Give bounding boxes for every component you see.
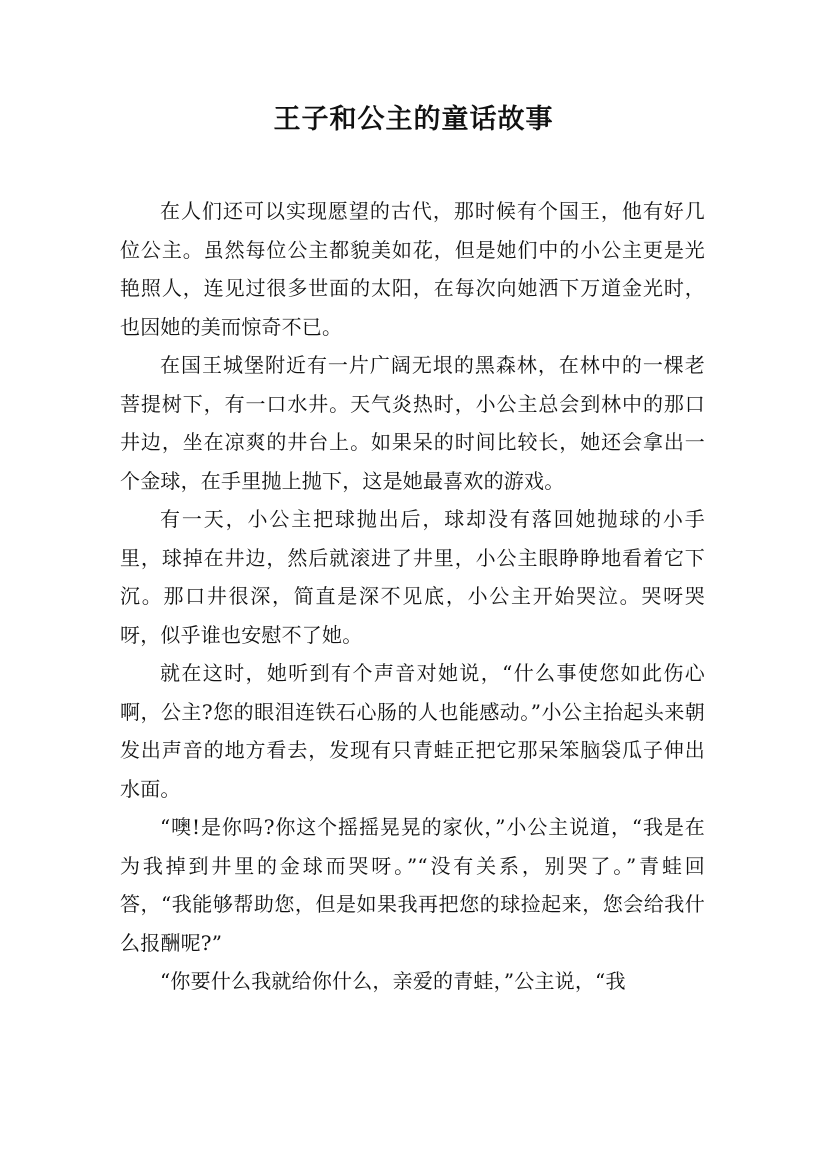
paragraph-2: 在国王城堡附近有一片广阔无垠的黑森林，在林中的一棵老菩提树下，有一口水井。天气炎热时，小公主总会到林中的那口井边，坐在凉爽的井台上。如果呆的时间比较长，她还会拿出一个金球，在手里抛上抛下，这是她最喜欢的游戏。 [120,353,705,493]
paragraph-3: 有一天，小公主把球抛出后，球却没有落回她抛球的小手里，球掉在井边，然后就滚进了井里，小公主眼睁睁地看着它下沉。那口井很深，简直是深不见底，小公主开始哭泣。哭呀哭呀，似乎谁也安慰不了她。 [120,507,705,647]
paragraph-6: “你要什么我就给你什么，亲爱的青蛙，”公主说，“我 [160,969,626,993]
document-body [120,192,705,1001]
paragraph-5: “噢!是你吗?你这个摇摇晃晃的家伙，”小公主说道，“我是在为我掉到井里的金球而哭呀。”“没有关系，别哭了。”青蛙回答，“我能够帮助您，但是如果我再把您的球捡起来，您会给我什么报酬呢?” [120,815,705,955]
document-title: 王子和公主的童话故事 [273,104,554,135]
paragraph-4: 就在这时，她听到有个声音对她说，“什么事使您如此伤心啊，公主?您的眼泪连铁石心肠的人也能感动。”小公主抬起头来朝发出声音的地方看去，发现有只青蛙正把它那呆笨脑袋瓜子伸出水面。 [120,661,705,801]
paragraph-1: 在人们还可以实现愿望的古代，那时候有个国王，他有好几位公主。虽然每位公主都貌美如花，但是她们中的小公主更是光艳照人，连见过很多世面的太阳，在每次向她洒下万道金光时，也因她的美而惊奇不已。 [120,199,705,339]
